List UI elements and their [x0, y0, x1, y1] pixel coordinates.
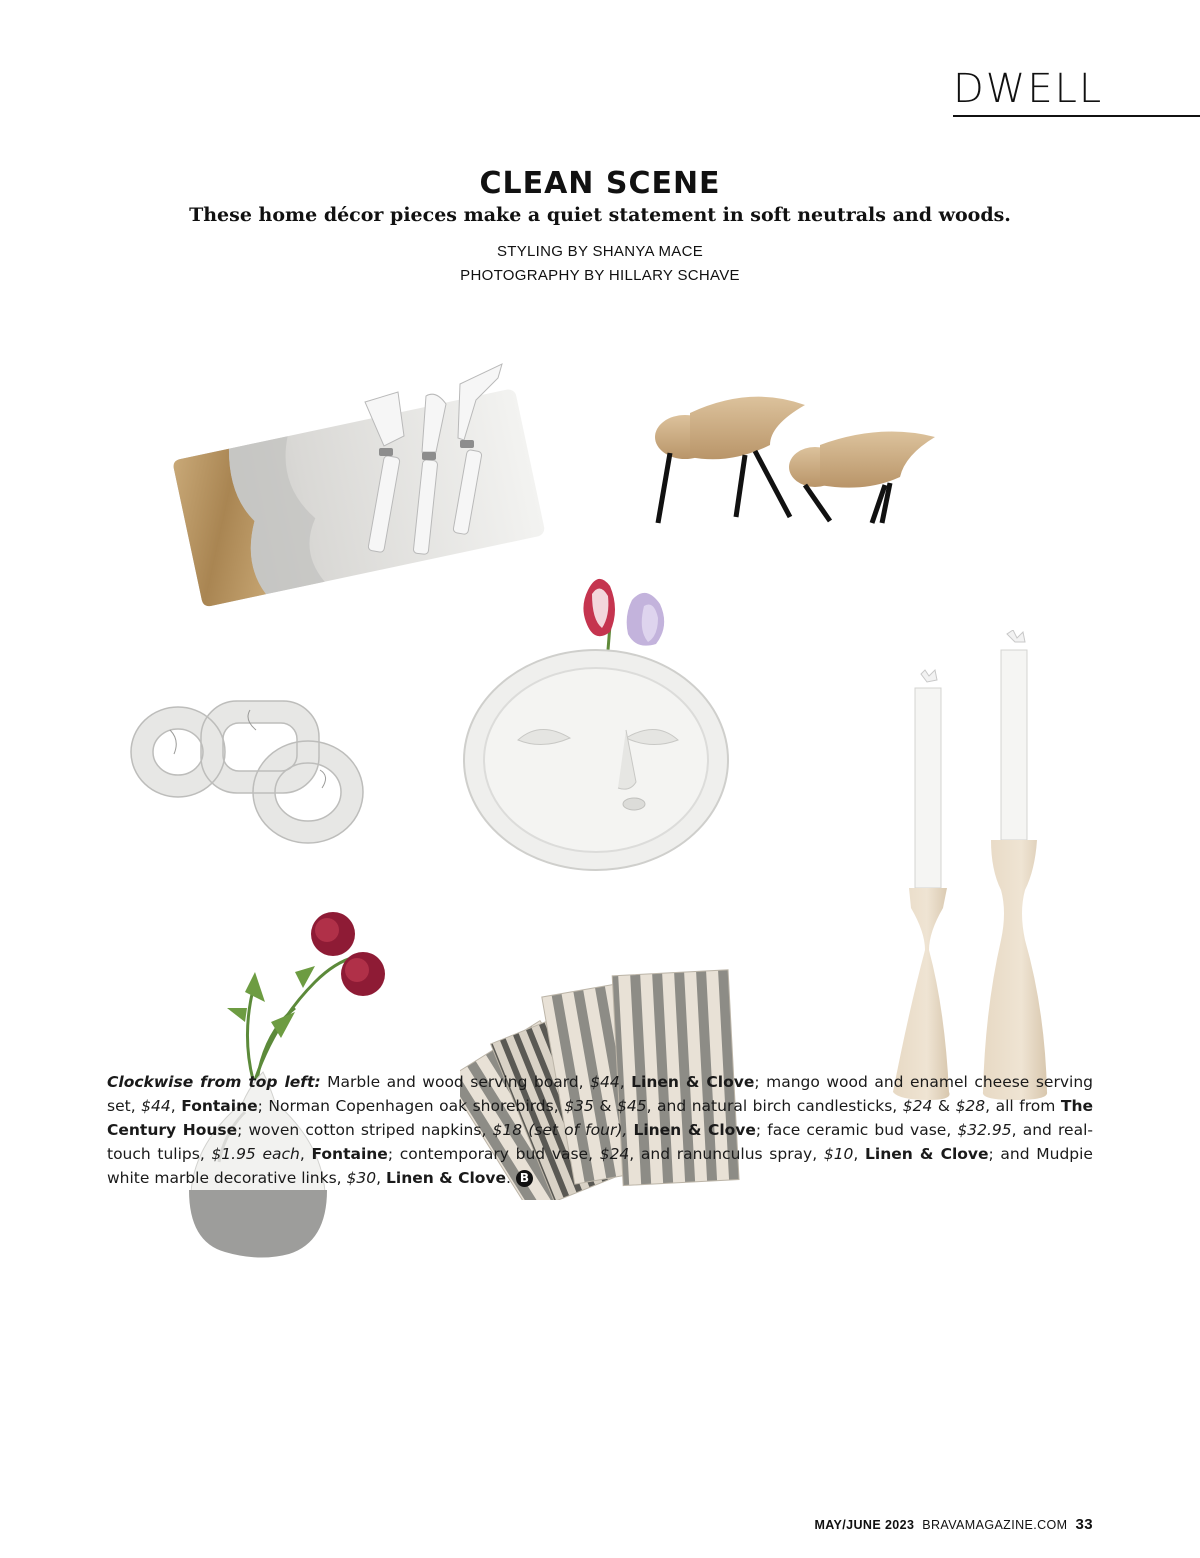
caption-text: ; and Mudpie white marble decorative links,	[107, 1145, 1093, 1187]
caption-store: Linen & Clove	[386, 1169, 507, 1187]
caption-text: ,	[170, 1097, 182, 1115]
caption-price: $10	[823, 1145, 854, 1163]
caption-text: ,	[299, 1145, 312, 1163]
section-label: DWELL	[953, 66, 1104, 112]
caption-text: ; woven cotton striped napkins,	[237, 1121, 493, 1139]
caption-text: , and ranunculus spray,	[629, 1145, 824, 1163]
caption-price: $32.95	[957, 1121, 1012, 1139]
caption-text: &	[593, 1097, 617, 1115]
article-subtitle: These home décor pieces make a quiet statement in soft neutrals and woods.	[189, 204, 1011, 226]
caption-text: ; Norman Copenhagen oak shorebirds,	[257, 1097, 565, 1115]
caption-text: ,	[853, 1145, 866, 1163]
caption-text: Marble and wood serving board,	[320, 1073, 591, 1091]
magazine-website: BRAVAMAGAZINE.COM	[922, 1518, 1068, 1532]
caption-price: $35	[564, 1097, 594, 1115]
caption-text: ,	[619, 1073, 632, 1091]
section-rule	[953, 115, 1200, 117]
caption-lead: Clockwise from top left:	[107, 1073, 321, 1091]
caption-text: ; mango wood and enamel cheese serving set,	[107, 1073, 1093, 1115]
oak-shorebirds-photo	[650, 385, 940, 530]
caption-text: , and natural birch candlesticks,	[646, 1097, 903, 1115]
caption-text: ,	[376, 1169, 386, 1187]
caption-price: $24	[902, 1097, 933, 1115]
brava-end-mark-icon: B	[516, 1170, 533, 1187]
caption-store: The Century House	[107, 1097, 1094, 1139]
caption-store: Linen & Clove	[631, 1073, 755, 1091]
caption-text: ; face ceramic bud vase,	[755, 1121, 958, 1139]
caption-text: , all from	[985, 1097, 1061, 1115]
caption-text: &	[932, 1097, 956, 1115]
article-title: CLEAN SCENE	[479, 166, 721, 201]
caption-price: $1.95 each	[211, 1145, 300, 1163]
styling-credit: STYLING BY SHANYA MACE	[496, 243, 704, 260]
page-number: 33	[1075, 1516, 1093, 1533]
issue-date: MAY/JUNE 2023	[814, 1518, 915, 1532]
birch-candlesticks-photo	[885, 630, 1065, 1105]
caption-store: Linen & Clove	[633, 1121, 756, 1139]
caption-price: $24	[599, 1145, 630, 1163]
caption-store: Fontaine	[181, 1097, 258, 1115]
caption-text: ; contemporary bud vase,	[387, 1145, 600, 1163]
caption-price: $30	[346, 1169, 377, 1187]
caption-text: .	[506, 1169, 516, 1187]
caption-price: $45	[616, 1097, 647, 1115]
caption-text: , and real-touch tulips,	[107, 1121, 1093, 1163]
caption-store: Linen & Clove	[865, 1145, 989, 1163]
photo-caption	[107, 1070, 1093, 1190]
caption-store: Fontaine	[311, 1145, 388, 1163]
caption-price: $28	[955, 1097, 986, 1115]
photo-credit: PHOTOGRAPHY BY HILLARY SCHAVE	[460, 267, 740, 284]
face-ceramic-bud-vase-photo	[460, 570, 732, 890]
caption-price: $44	[141, 1097, 171, 1115]
caption-price: $44	[590, 1073, 620, 1091]
marble-decorative-links-photo	[130, 690, 370, 845]
page-folio	[814, 1516, 1093, 1533]
caption-price: $18 (set of four),	[492, 1121, 628, 1139]
